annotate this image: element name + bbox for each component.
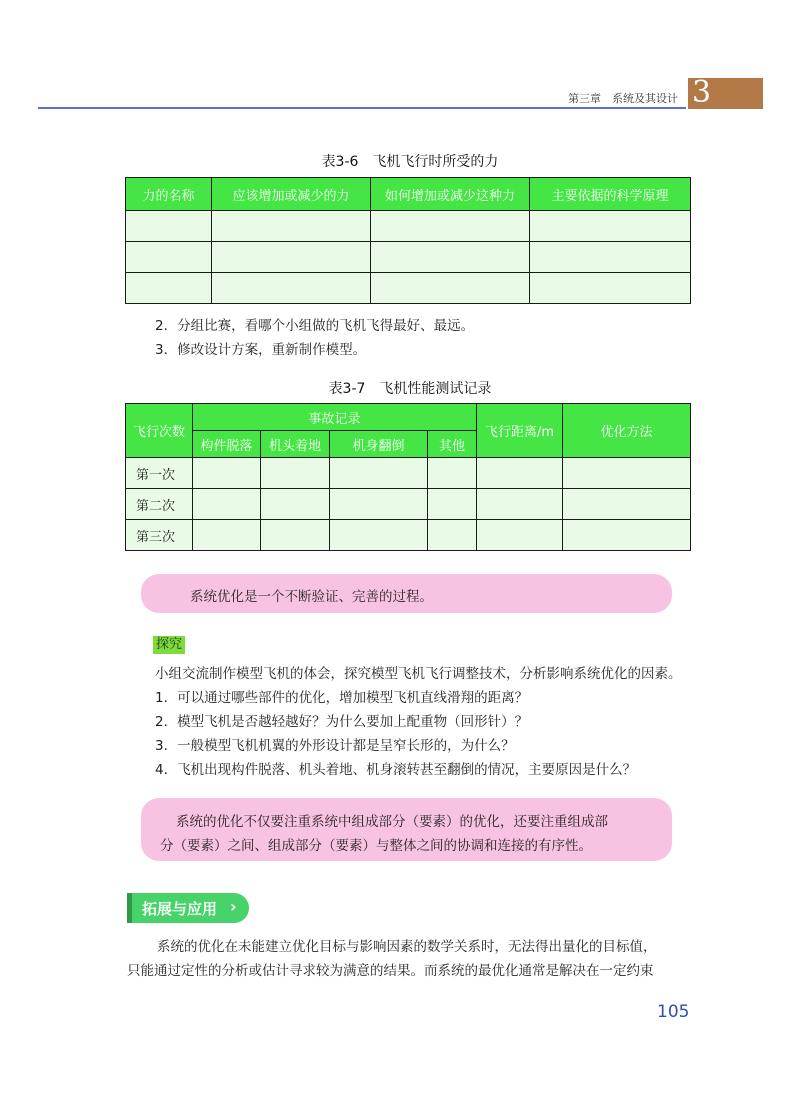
column-subheader: 构件脱落 <box>193 431 261 458</box>
key-point-text: 系统优化是一个不断验证、完善的过程。 <box>190 589 433 605</box>
column-header: 主要依据的科学原理 <box>530 178 691 211</box>
row-label: 第一次 <box>126 458 193 489</box>
explore-question-3: 3．一般模型飞机机翼的外形设计都是呈窄长形的，为什么？ <box>155 738 515 754</box>
table-cell <box>212 242 371 273</box>
body-paragraph-line-1: 系统的优化在未能建立优化目标与影响因素的数学关系时，无法得出量化的目标值， <box>157 939 657 955</box>
table-cell <box>371 242 530 273</box>
chevron-right-icon: › <box>230 897 237 916</box>
table-cell <box>330 458 428 489</box>
section-title: 拓展与应用 <box>142 900 218 918</box>
explore-question-2: 2．模型飞机是否越轻越好？为什么要加上配重物（回形针）？ <box>155 714 529 730</box>
header-rule <box>38 107 686 109</box>
table-cell <box>428 489 477 520</box>
table-row <box>126 273 691 304</box>
page-number: 105 <box>657 1002 690 1022</box>
performance-table <box>125 403 691 551</box>
table-cell <box>563 520 691 551</box>
column-header: 飞行距离/m <box>477 404 563 458</box>
table-cell <box>330 489 428 520</box>
row-label: 第三次 <box>126 520 193 551</box>
table-cell <box>563 458 691 489</box>
explore-intro: 小组交流制作模型飞机的体会，探究模型飞机飞行调整技术，分析影响系统优化的因素。 <box>155 666 682 682</box>
table-header-row <box>126 178 691 211</box>
table-row <box>126 211 691 242</box>
table-cell <box>371 273 530 304</box>
table-cell <box>193 489 261 520</box>
table-cell <box>530 273 691 304</box>
table-cell <box>126 242 212 273</box>
table-cell <box>563 489 691 520</box>
column-header: 优化方法 <box>563 404 691 458</box>
table-cell <box>530 211 691 242</box>
column-header: 飞行次数 <box>126 404 193 458</box>
explore-label: 探究 <box>153 636 185 654</box>
table-cell <box>126 211 212 242</box>
table-cell <box>126 273 212 304</box>
step-3: 3．修改设计方案，重新制作模型。 <box>155 342 367 358</box>
column-header-group: 事故记录 <box>193 404 477 431</box>
body-paragraph-line-2: 只能通过定性的分析或估计寻求较为满意的结果。而系统的最优化通常是解决在一定约束 <box>127 963 654 979</box>
table-cell <box>261 489 330 520</box>
table1-caption: 表3-6 飞机飞行时所受的力 <box>321 154 499 170</box>
explore-question-1: 1．可以通过哪些部件的优化，增加模型飞机直线滑翔的距离？ <box>155 690 529 706</box>
table-cell <box>212 211 371 242</box>
table-row <box>126 458 691 489</box>
column-header: 如何增加或减少这种力 <box>371 178 530 211</box>
table-cell <box>428 520 477 551</box>
table-cell <box>193 520 261 551</box>
section-banner-accent <box>127 893 132 923</box>
row-label: 第二次 <box>126 489 193 520</box>
column-header: 力的名称 <box>126 178 212 211</box>
table2-caption: 表3-7 飞机性能测试记录 <box>328 381 492 397</box>
table-cell <box>212 273 371 304</box>
table-cell <box>261 520 330 551</box>
explore-question-4: 4．飞机出现构件脱落、机头着地、机身滚转甚至翻倒的情况，主要原因是什么？ <box>155 762 637 778</box>
column-subheader: 机身翻倒 <box>330 431 428 458</box>
step-2: 2．分组比赛，看哪个小组做的飞机飞得最好、最远。 <box>155 318 475 334</box>
table-cell <box>193 458 261 489</box>
chapter-label: 第三章 系统及其设计 <box>568 92 678 105</box>
table-cell <box>530 242 691 273</box>
table-row <box>126 242 691 273</box>
forces-table <box>125 177 691 304</box>
table-cell <box>330 520 428 551</box>
chapter-number: 3 <box>692 75 712 110</box>
table-cell <box>477 458 563 489</box>
table-header-row <box>126 404 691 431</box>
table-cell <box>477 489 563 520</box>
table-cell <box>261 458 330 489</box>
column-subheader: 其他 <box>428 431 477 458</box>
key-point-line-1: 系统的优化不仅要注重系统中组成部分（要素）的优化，还要注重组成部 <box>176 814 608 830</box>
column-subheader: 机头着地 <box>261 431 330 458</box>
table-row <box>126 489 691 520</box>
column-header: 应该增加或减少的力 <box>212 178 371 211</box>
table-cell <box>371 211 530 242</box>
key-point-line-2: 分（要素）之间、组成部分（要素）与整体之间的协调和连接的有序性。 <box>160 838 592 854</box>
table-cell <box>477 520 563 551</box>
table-cell <box>428 458 477 489</box>
table-row <box>126 520 691 551</box>
